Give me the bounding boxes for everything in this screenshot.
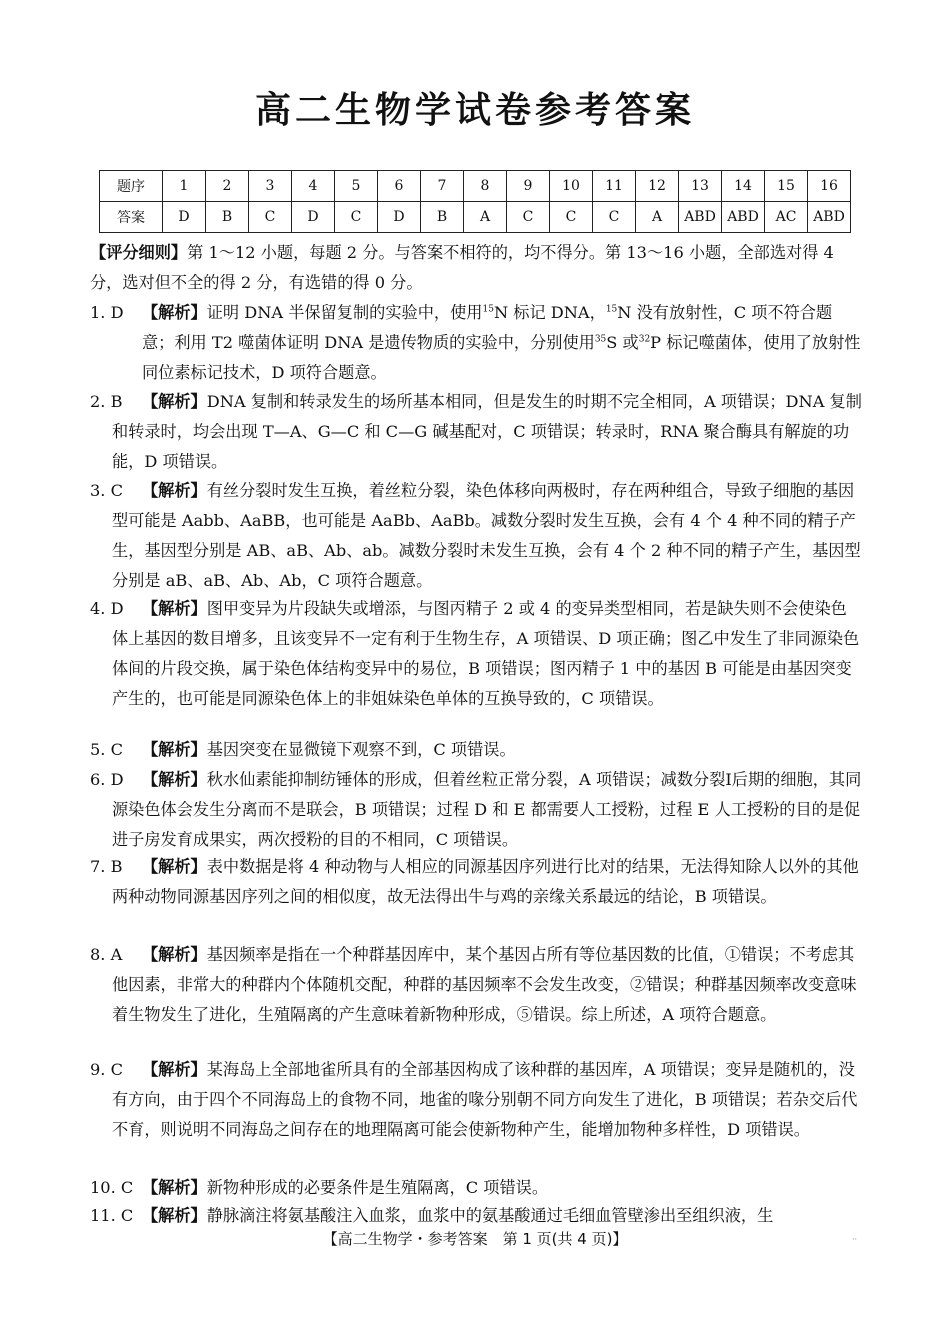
question-number-cell: 5 bbox=[335, 171, 378, 202]
analysis-label: 【解析】 bbox=[142, 392, 207, 411]
item-text: N 标记 DNA， bbox=[493, 303, 606, 322]
analysis-label: 【解析】 bbox=[142, 1060, 207, 1079]
analysis-label: 【解析】 bbox=[142, 857, 207, 876]
item-text: 证明 DNA 半保留复制的实验中，使用 bbox=[206, 303, 483, 322]
answer-cell: C bbox=[507, 202, 550, 233]
scoring-rules bbox=[90, 238, 862, 298]
answer-cell: D bbox=[378, 202, 421, 233]
analysis-label: 【解析】 bbox=[142, 481, 207, 500]
answer-cell: D bbox=[163, 202, 206, 233]
question-number-cell: 7 bbox=[421, 171, 464, 202]
question-number-cell: 14 bbox=[722, 171, 765, 202]
explanation-item-3 bbox=[90, 476, 862, 596]
page-footer: 【高二生物学・参考答案 第 1 页(共 4 页)】 bbox=[322, 1230, 628, 1248]
isotope-mass-number: 15 bbox=[605, 304, 618, 315]
question-number-cell: 12 bbox=[636, 171, 679, 202]
scan-mark: ·· bbox=[852, 1235, 858, 1244]
item-text: 基因频率是指在一个种群基因库中，某个基因占所有等位基因数的比值，①错误；不考虑其他因素，非常大的种群内个体随机交配，种群的基因频率不会发生改变，②错误；种群基因频率改变意味着生物发生了进化，生殖隔离的产生意味着新物种形成，⑤错误。综上所述，A 项符合题意。 bbox=[112, 945, 857, 1024]
answer-cell: A bbox=[636, 202, 679, 233]
explanation-item-9 bbox=[90, 1055, 862, 1145]
explanation-item-2 bbox=[90, 387, 862, 477]
item-number: 9. C bbox=[90, 1060, 123, 1079]
item-text: 表中数据是将 4 种动物与人相应的同源基因序列进行比对的结果，无法得知除人以外的其他两种动物同源基因序列之间的相似度，故无法得出牛与鸡的亲缘关系最远的结论，B 项错误。 bbox=[112, 857, 859, 906]
answer-cell: C bbox=[335, 202, 378, 233]
answer-cell: C bbox=[249, 202, 292, 233]
item-text: 秋水仙素能抑制纺锤体的形成，但着丝粒正常分裂，A 项错误；减数分裂Ⅰ后期的细胞，其同源染色体会发生分离而不是联会，B 项错误；过程 D 和 E 都需要人工授粉，过程 E 人工授粉的目的是促进子房发育成果实，两次授粉的目的不相同，C 项错误。 bbox=[112, 770, 862, 849]
question-number-cell: 15 bbox=[765, 171, 808, 202]
item-number: 6. D bbox=[90, 770, 124, 789]
answer-cell: ABD bbox=[722, 202, 765, 233]
explanation-item-6 bbox=[90, 765, 862, 855]
item-number: 2. B bbox=[90, 392, 123, 411]
explanation-item-5 bbox=[90, 735, 862, 765]
isotope-mass-number: 35 bbox=[594, 334, 607, 345]
item-text: 基因突变在显微镜下观察不到，C 项错误。 bbox=[206, 740, 516, 759]
item-text: P 标记噬菌体，使用了放射性同位素标记技术，D 项符合题意。 bbox=[142, 333, 861, 382]
answer-row bbox=[100, 202, 851, 233]
answer-table bbox=[99, 170, 851, 233]
question-number-row bbox=[100, 171, 851, 202]
item-text: 图甲变异为片段缺失或增添，与图丙精子 2 或 4 的变异类型相同，若是缺失则不会使染色体上基因的数目增多，且该变异不一定有利于生物生存，A 项错误、D 项正确；图乙中发生了非同源染色体间的片段交换，属于染色体结构变异中的易位，B 项错误；图丙精子 1 中的基因 B 可能是由基因突变产生的，也可能是同源染色体上的非姐妹染色单体的互换导致的，C 项错误。 bbox=[112, 599, 860, 708]
item-number: 1. D bbox=[90, 303, 124, 322]
question-number-cell: 2 bbox=[206, 171, 249, 202]
answer-cell: C bbox=[550, 202, 593, 233]
item-text: 有丝分裂时发生互换，着丝粒分裂，染色体移向两极时，存在两种组合，导致子细胞的基因型可能是 Aabb、AaBB，也可能是 AaBb、AaBb。减数分裂时发生互换，会有 4 个 4 种不同的精子产生，基因型分别是 AB、aB、Ab、ab。减数分裂时未发生互换，会有 4 个 2 种不同的精子产生，基因型分别是 aB、aB、Ab、Ab，C 项符合题意。 bbox=[112, 481, 861, 590]
question-number-header: 题序 bbox=[100, 171, 163, 202]
question-number-cell: 6 bbox=[378, 171, 421, 202]
item-text: 某海岛上全部地雀所具有的全部基因构成了该种群的基因库，A 项错误；变异是随机的，没有方向，由于四个不同海岛上的食物不同，地雀的喙分别朝不同方向发生了进化，B 项错误；若杂交后代不育，则说明不同海岛之间存在的地理隔离可能会使新物种产生，能增加物种多样性，D 项错误。 bbox=[112, 1060, 858, 1139]
explanation-item-11 bbox=[90, 1201, 862, 1231]
analysis-label: 【解析】 bbox=[142, 1206, 207, 1225]
question-number-cell: 13 bbox=[679, 171, 722, 202]
question-number-cell: 8 bbox=[464, 171, 507, 202]
question-number-cell: 16 bbox=[808, 171, 851, 202]
item-number: 4. D bbox=[90, 599, 124, 618]
isotope-mass-number: 32 bbox=[638, 334, 651, 345]
explanation-item-8 bbox=[90, 940, 862, 1030]
question-number-cell: 4 bbox=[292, 171, 335, 202]
analysis-label: 【解析】 bbox=[142, 770, 207, 789]
item-text: DNA 复制和转录发生的场所基本相同，但是发生的时期不完全相同，A 项错误；DNA 复制和转录时，均会出现 T—A、G—C 和 C—G 碱基配对，C 项错误；转录时，RNA 聚合酶具有解旋的功能，D 项错误。 bbox=[112, 392, 862, 471]
explanation-item-4 bbox=[90, 594, 862, 714]
analysis-label: 【解析】 bbox=[142, 740, 207, 759]
item-number: 5. C bbox=[90, 740, 123, 759]
scoring-label: 【评分细则】 bbox=[90, 243, 188, 262]
item-text: S 或 bbox=[606, 333, 639, 352]
item-number: 8. A bbox=[90, 945, 123, 964]
answer-cell: ABD bbox=[679, 202, 722, 233]
isotope-mass-number: 15 bbox=[482, 304, 494, 315]
question-number-cell: 3 bbox=[249, 171, 292, 202]
question-number-cell: 1 bbox=[163, 171, 206, 202]
item-number: 3. C bbox=[90, 481, 123, 500]
item-text: N 没有放射性，C 项不符合题意；利用 T2 噬菌体证明 DNA 是遗传物质的实验中，分别使用 bbox=[142, 303, 833, 352]
answer-cell: ABD bbox=[808, 202, 851, 233]
analysis-label: 【解析】 bbox=[142, 303, 207, 322]
question-number-cell: 10 bbox=[550, 171, 593, 202]
answer-cell: B bbox=[421, 202, 464, 233]
item-text: 静脉滴注将氨基酸注入血浆，血浆中的氨基酸通过毛细血管壁渗出至组织液，生 bbox=[206, 1206, 774, 1225]
analysis-label: 【解析】 bbox=[142, 599, 207, 618]
explanation-item-7 bbox=[90, 852, 862, 912]
answer-header: 答案 bbox=[100, 202, 163, 233]
analysis-label: 【解析】 bbox=[142, 945, 207, 964]
question-number-cell: 11 bbox=[593, 171, 636, 202]
question-number-cell: 9 bbox=[507, 171, 550, 202]
scoring-text: 第 1～12 小题，每题 2 分。与答案不相符的，均不得分。第 13～16 小题，全部选对得 4 分，选对但不全的得 2 分，有选错的得 0 分。 bbox=[90, 243, 834, 292]
item-number: 10. C bbox=[90, 1178, 134, 1197]
answer-cell: AC bbox=[765, 202, 808, 233]
analysis-label: 【解析】 bbox=[142, 1178, 207, 1197]
item-number: 11. C bbox=[90, 1206, 134, 1225]
answer-cell: C bbox=[593, 202, 636, 233]
explanation-item-1 bbox=[90, 298, 862, 388]
answer-cell: D bbox=[292, 202, 335, 233]
answer-cell: B bbox=[206, 202, 249, 233]
item-number: 7. B bbox=[90, 857, 123, 876]
item-text: 新物种形成的必要条件是生殖隔离，C 项错误。 bbox=[206, 1178, 549, 1197]
answer-cell: A bbox=[464, 202, 507, 233]
explanation-item-10 bbox=[90, 1173, 862, 1203]
page-title: 高二生物学试卷参考答案 bbox=[254, 90, 695, 131]
